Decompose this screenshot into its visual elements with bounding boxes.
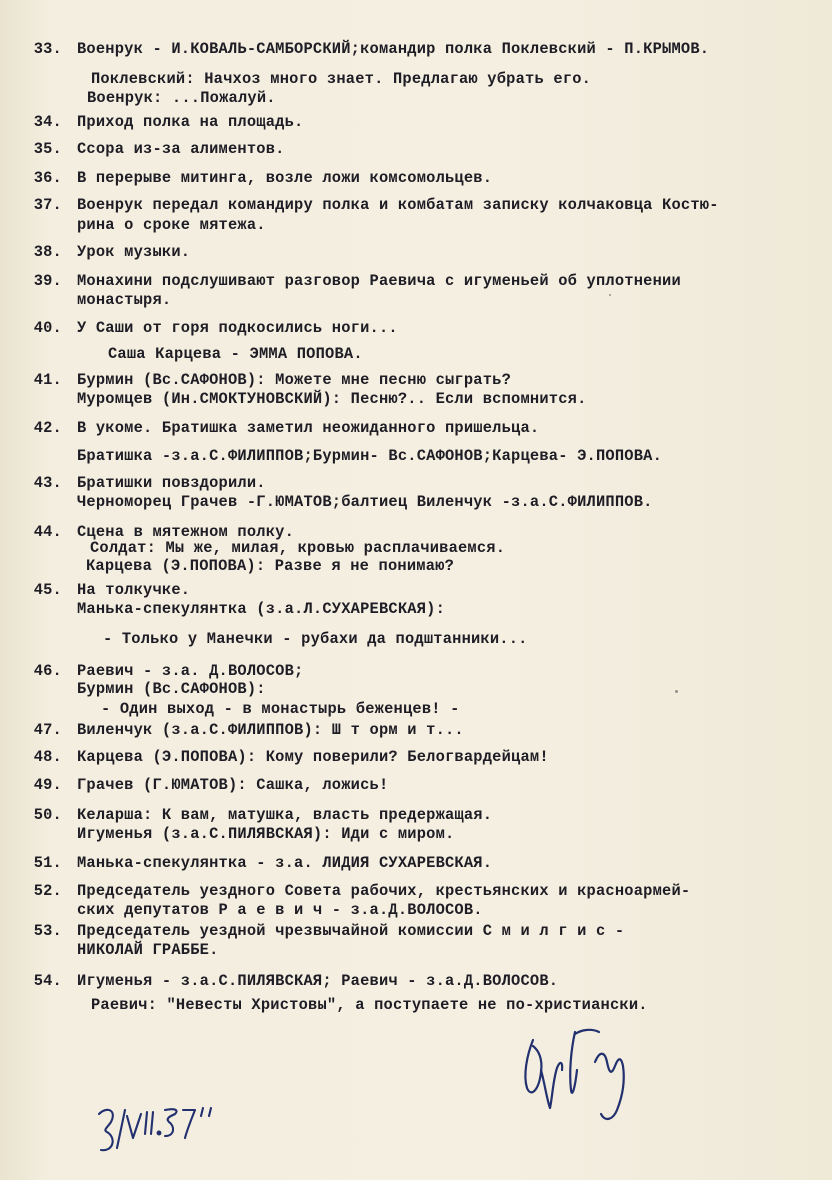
entry-number: 42.	[33, 419, 62, 437]
entry-number: 40.	[33, 319, 62, 337]
entry-number: 34.	[33, 113, 62, 131]
entry-line: На толкучке.	[77, 581, 191, 599]
entry-number: 45.	[33, 581, 62, 599]
entry-number: 49.	[33, 776, 62, 794]
entry-line: монастыря.	[77, 291, 172, 309]
entry-line: В укоме. Братишка заметил неожиданного пришельца.	[77, 419, 540, 437]
entry-quote: - Только у Манечки - рубахи да подштанники...	[103, 630, 528, 648]
entry-number: 51.	[33, 854, 62, 872]
entry-quote: Саша Карцева - ЭММА ПОПОВА.	[108, 345, 363, 363]
entry-line: Виленчук (з.а.С.ФИЛИППОВ): Ш т орм и т...	[77, 721, 464, 739]
entry-line: Игуменья (з.а.С.ПИЛЯВСКАЯ): Иди с миром.	[77, 825, 455, 843]
entry-number: 53.	[33, 922, 62, 940]
entry-number: 36.	[33, 169, 62, 187]
entry-quote: Карцева (Э.ПОПОВА): Разве я не понимаю?	[86, 557, 454, 575]
entry-line: рина о сроке мятежа.	[77, 216, 266, 234]
entry-number: 41.	[33, 371, 62, 389]
entry-quote: Раевич: "Невесты Христовы", а поступаете не по-христиански.	[91, 996, 648, 1014]
entry-quote: Солдат: Мы же, милая, кровью расплачиваемся.	[90, 539, 506, 557]
entry-line: Братишка -з.а.С.ФИЛИППОВ;Бурмин- Вс.САФОНОВ;Карцева- Э.ПОПОВА.	[77, 447, 663, 465]
entry-quote: Военрук: ...Пожалуй.	[87, 89, 276, 107]
paper-speck	[609, 294, 611, 296]
entry-number: 35.	[33, 140, 62, 158]
signature-icon	[505, 1010, 665, 1130]
paper-speck	[675, 690, 678, 693]
handwritten-date	[95, 1100, 235, 1156]
entry-line: Манька-спекулянтка - з.а. ЛИДИЯ СУХАРЕВСКАЯ.	[77, 854, 493, 872]
entry-line: Черноморец Грачев -Г.ЮМАТОВ;балтиец Виленчук -з.а.С.ФИЛИППОВ.	[77, 493, 653, 511]
entry-number: 33.	[33, 40, 62, 58]
entry-number: 52.	[33, 882, 62, 900]
entry-quote: Поклевский: Начхоз много знает. Предлагаю убрать его.	[91, 70, 592, 88]
entry-line: Муромцев (Ин.СМОКТУНОВСКИЙ): Песню?.. Если вспомнится.	[77, 390, 587, 408]
entry-line: В перерыве митинга, возле ложи комсомольцев.	[77, 169, 493, 187]
entry-line: Бурмин (Вс.САФОНОВ):	[77, 680, 266, 698]
entry-line: Приход полка на площадь.	[77, 113, 304, 131]
entry-line: Игуменья - з.а.С.ПИЛЯВСКАЯ; Раевич - з.а.Д.ВОЛОСОВ.	[77, 972, 559, 990]
entry-line: НИКОЛАЙ ГРАББЕ.	[77, 941, 219, 959]
entry-line: Карцева (Э.ПОПОВА): Кому поверили? Белогвардейцам!	[77, 748, 549, 766]
entry-line: Манька-спекулянтка (з.а.Л.СУХАРЕВСКАЯ):	[77, 600, 445, 618]
entry-line: Братишки повздорили.	[77, 474, 266, 492]
entry-number: 37.	[33, 196, 62, 214]
entry-number: 50.	[33, 806, 62, 824]
entry-line: Монахини подслушивают разговор Раевича с игуменьей об уплотнении	[77, 272, 681, 290]
entry-line: Ссора из-за алиментов.	[77, 140, 285, 158]
entry-line: Грачев (Г.ЮМАТОВ): Сашка, ложись!	[77, 776, 389, 794]
entry-line: Раевич - з.а. Д.ВОЛОСОВ;	[77, 662, 304, 680]
entry-line: Военрук - И.КОВАЛЬ-САМБОРСКИЙ;командир полка Поклевский - П.КРЫМОВ.	[77, 40, 710, 58]
entry-line: Председатель уездного Совета рабочих, крестьянских и красноармей-	[77, 882, 691, 900]
entry-line: Сцена в мятежном полку.	[77, 523, 295, 541]
entry-number: 38.	[33, 243, 62, 261]
entry-number: 48.	[33, 748, 62, 766]
entry-line: Урок музыки.	[77, 243, 191, 261]
entry-quote: - Один выход - в монастырь беженцев! -	[101, 700, 460, 718]
entry-line: Председатель уездной чрезвычайной комиссии С м и л г и с -	[77, 922, 625, 940]
entry-number: 47.	[33, 721, 62, 739]
entry-line: ских депутатов Р а е в и ч - з.а.Д.ВОЛОСОВ.	[77, 901, 483, 919]
entry-number: 43.	[33, 474, 62, 492]
entry-number: 39.	[33, 272, 62, 290]
entry-line: Келарша: К вам, матушка, власть предержащая.	[77, 806, 493, 824]
entry-line: У Саши от горя подкосились ноги...	[77, 319, 398, 337]
entry-number: 44.	[33, 523, 62, 541]
entry-line: Военрук передал командиру полка и комбатам записку колчаковца Костю-	[77, 196, 719, 214]
entry-line: Бурмин (Вс.САФОНОВ): Можете мне песню сыграть?	[77, 371, 512, 389]
entry-number: 46.	[33, 662, 62, 680]
entry-number: 54.	[33, 972, 62, 990]
